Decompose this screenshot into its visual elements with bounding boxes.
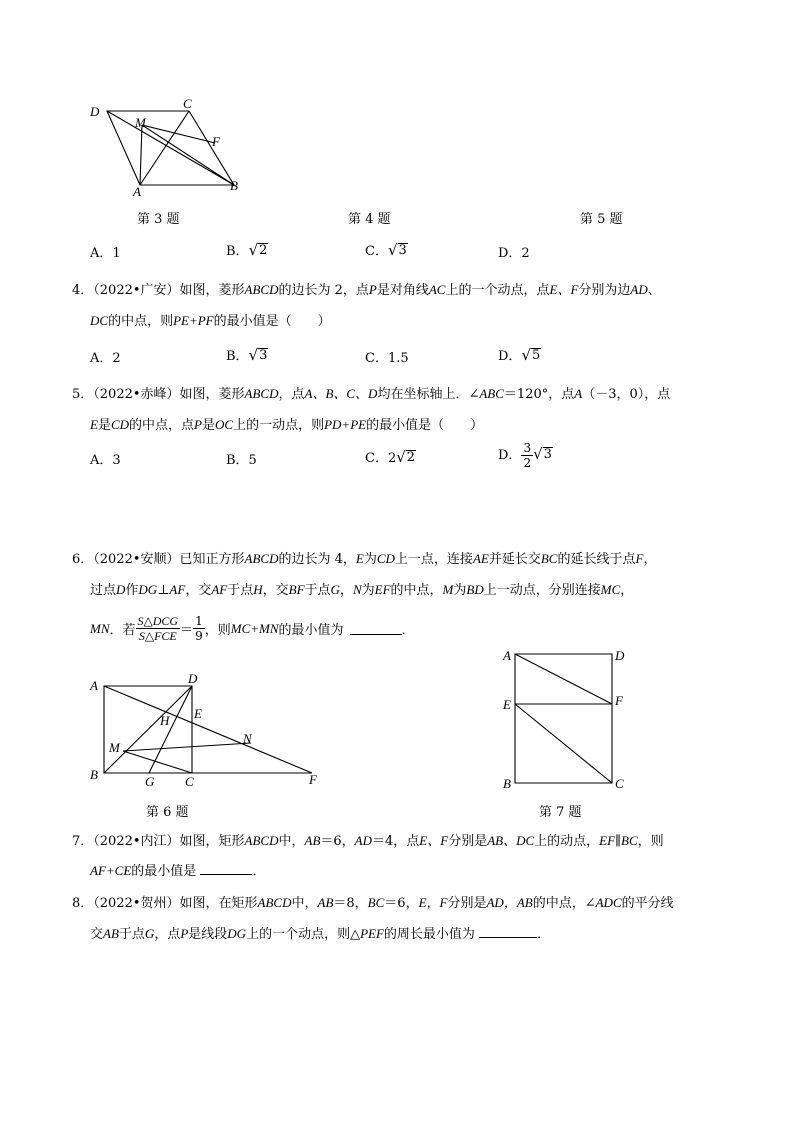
label-d: D (615, 648, 625, 663)
q3-option-b: B． √ 2 (226, 241, 268, 259)
q5-option-d: D． $\frac{3}{2}$ √ 3 (498, 441, 552, 470)
label-f: F (212, 134, 220, 149)
q7-line2: AF+CE的最小值是 ． (90, 863, 266, 879)
q6-answer-blank[interactable] (350, 622, 402, 635)
q8-answer-blank[interactable] (479, 925, 537, 938)
label-f: F (615, 693, 623, 708)
diagonal-db (104, 686, 192, 773)
label-n: N (243, 731, 252, 746)
ratio-value-fraction: $\frac{1}{9}$ (195, 614, 203, 643)
label-m: M (135, 115, 146, 130)
label-a: A (90, 678, 98, 693)
q5-option-b: B．5 (226, 453, 257, 468)
q5-line2: E是CD的中点，点P是OC上的一动点，则PD+PE的最小值是（ ） (90, 417, 484, 433)
figure-q3 (85, 95, 260, 200)
figure-q7 (498, 645, 638, 795)
segment-dg (149, 686, 192, 773)
q3-option-d: D．2 (498, 246, 530, 261)
segment-mb (142, 125, 234, 185)
figure-q6-lines (85, 670, 325, 790)
q5-option-a: A．3 (90, 453, 121, 468)
segment-af (104, 686, 312, 773)
q6-line3: MN ．若 $\frac{\text{S△DCG}}{\text{S△FCE}}$ ＝ $\frac{1}{9}$ ，则 MC+MN 的最小值为 ． (90, 614, 415, 643)
label-m: M (109, 740, 120, 755)
label-c: C (185, 774, 194, 789)
label-b: B (230, 178, 238, 193)
q4-option-d: D． √ 5 (498, 346, 541, 364)
caption-q4: 第 4 题 (348, 212, 391, 227)
q5-option-c: C．2 √ 2 (365, 448, 416, 466)
caption-q6: 第 6 题 (146, 805, 189, 820)
label-e: E (194, 706, 202, 721)
label-b: B (90, 767, 98, 782)
q6-line1: 6．（2022•安顺）已知正方形ABCD的边长为 4，E为CD上一点，连接AE并延长交BC的延长线于点F， (72, 551, 657, 567)
q7-answer-blank[interactable] (200, 862, 252, 875)
segment-ec (515, 704, 612, 783)
caption-q7: 第 7 题 (539, 805, 582, 820)
area-ratio-fraction: $\frac{\text{S△DCG}}{\text{S△FCE}}$ (137, 614, 179, 643)
label-f: F (309, 772, 317, 787)
q3-option-c: C． √ 3 (365, 241, 407, 259)
rectangle-abcd (515, 654, 612, 783)
label-a: A (133, 184, 141, 199)
q8-line1: 8．（2022•贺州）如图，在矩形ABCD中，AB＝8，BC＝6，E，F分别是AD，AB的中点，∠ADC的平分线 (72, 895, 674, 911)
label-d: D (188, 671, 198, 686)
segment-af (515, 654, 612, 704)
q7-line1: 7．（2022•内江）如图，矩形ABCD中，AB＝6，AD＝4，点E、F分别是AB、DC上的动点，EF∥BC，则 (72, 833, 664, 849)
label-b: B (503, 776, 511, 791)
q3-option-a: A．1 (90, 246, 121, 261)
q8-line2: 交AB于点G，点P是线段DG上的一个动点，则△PEF的周长最小值为 ． (90, 926, 551, 942)
caption-q3: 第 3 题 (137, 212, 180, 227)
label-c: C (183, 96, 192, 111)
q4-line2: DC的中点，则PE+PF的最小值是（ ） (90, 313, 331, 329)
label-c: C (615, 776, 624, 791)
figure-q7-lines (498, 645, 638, 795)
segment-mc (123, 751, 192, 773)
q4-option-b: B． √ 3 (226, 346, 268, 364)
label-e: E (503, 697, 511, 712)
diagonal-ac (140, 111, 189, 185)
caption-q5: 第 5 题 (580, 212, 623, 227)
label-h: H (160, 713, 170, 728)
label-a: A (503, 648, 511, 663)
q5-line1: 5．（2022•赤峰）如图，菱形ABCD，点A、B、C、D均在坐标轴上．∠ABC＝120°，点A（－3，0），点 (72, 386, 671, 402)
q4-line1: 4．（2022•广安）如图，菱形ABCD的边长为 2，点P是对角线AC上的一个动点，点E、F分别为边AD、 (72, 282, 661, 298)
q6-line2: 过点D作DG⊥AF，交AF于点H，交BF于点G，N为EF的中点，M为BD上一动点，分别连接MC， (90, 582, 634, 598)
label-g: G (145, 774, 155, 789)
segment-mn (123, 743, 251, 751)
segment-ma (140, 125, 142, 185)
q4-option-c: C．1.5 (365, 351, 409, 366)
label-d: D (90, 104, 100, 119)
q4-option-a: A．2 (90, 351, 121, 366)
figure-q6 (85, 670, 325, 790)
